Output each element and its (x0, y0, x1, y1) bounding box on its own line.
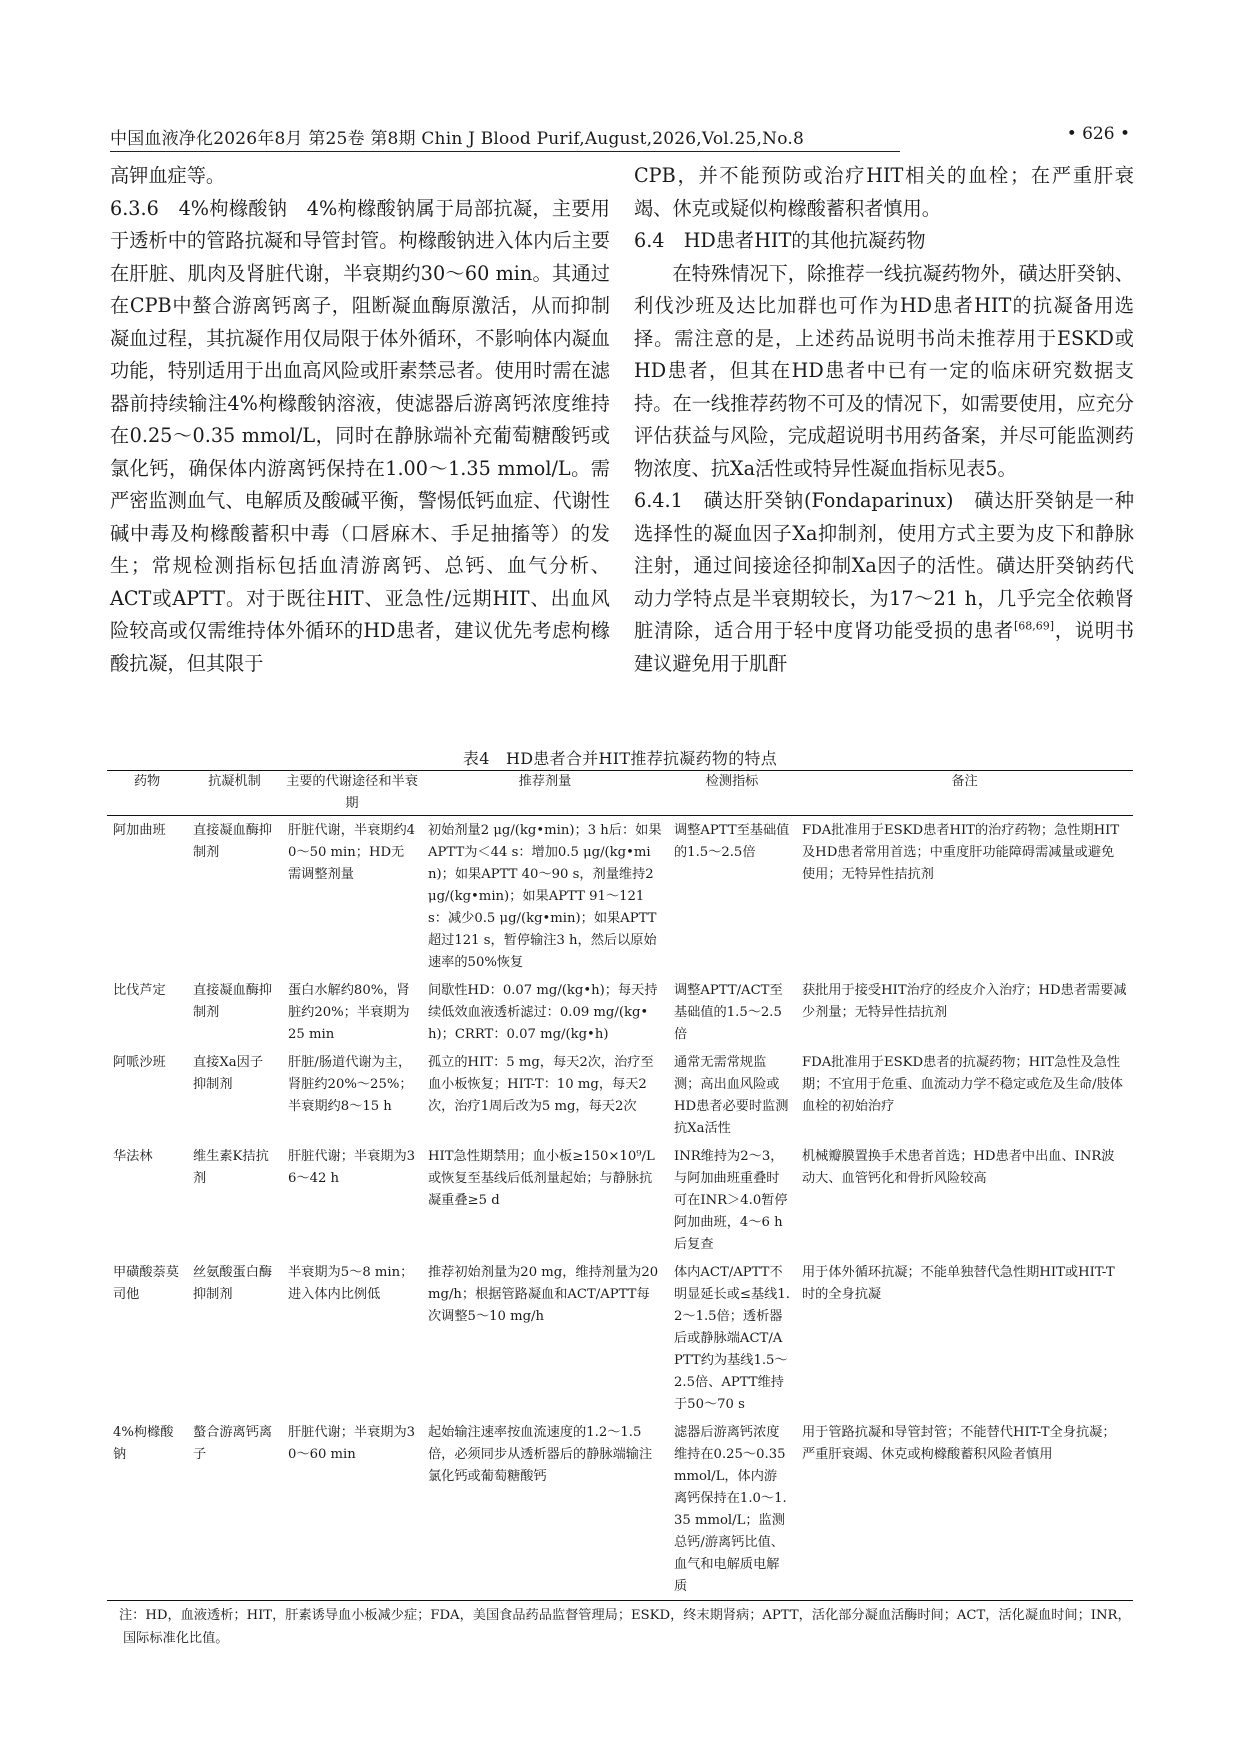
column-header: 备注 (951, 774, 978, 789)
column-header: 主要的代谢途径和半衰期 (286, 774, 418, 811)
table-cell: 维生素K拮抗剂 (193, 1149, 269, 1186)
table-row (107, 1418, 1133, 1601)
table-cell: 丝氨酸蛋白酶抑制剂 (193, 1265, 273, 1302)
table-cell: 起始输注速率按血流速度的1.2～1.5倍，必须同步从透析器后的静脉端输注氯化钙或葡萄糖酸钙 (428, 1425, 653, 1484)
paragraph (110, 193, 610, 681)
right-column (634, 160, 1134, 680)
drug-table (107, 770, 1133, 1601)
column-header: 药物 (133, 774, 161, 789)
table-cell: 直接凝血酶抑制剂 (193, 983, 273, 1020)
table-cell: 甲磺酸萘莫司他 (113, 1265, 179, 1302)
paragraph-text: 4%枸橼酸钠属于局部抗凝，主要用于透析中的管路抗凝和导管封管。枸橼酸钠进入体内后主要在肝脏、肌肉及肾脏代谢，半衰期约30～60 min。其通过在CPB中螯合游离钙离子，阻断凝血酶原激活，从而抑制凝血过程，其抗凝作用仅局限于体外循环，不影响体内凝血功能，特别适用于出血高风险或肝素禁忌者。使用时需在滤器前持续输注4%枸橼酸钠溶液，使滤器后游离钙浓度维持在0.25～0.35 mmol/L，同时在静脉端补充葡萄糖酸钙或氯化钙，确保体内游离钙保持在1.00～1.35 mmol/L。需严密监测血气、电解质及酸碱平衡，警惕低钙血症、代谢性碱中毒及枸橼酸蓄积中毒（口唇麻木、手足抽搐等）的发生；常规检测指标包括血清游离钙、总钙、血气分析、ACT或APTT。对于既往HIT、亚急性/远期HIT、出血风险较高或仅需维持体外循环的HD患者，建议优先考虑枸橼酸抗凝，但其限于 (110, 196, 610, 675)
table-cell: 获批用于接受HIT治疗的经皮介入治疗；HD患者需要减少剂量；无特异性拮抗剂 (802, 983, 1127, 1020)
table-cell: FDA批准用于ESKD患者的抗凝药物；HIT急性及急性期；不宜用于危重、血流动力学不稳定或危及生命/肢体血栓的初始治疗 (802, 1055, 1123, 1114)
table-cell: 推荐初始剂量为20 mg，维持剂量为20 mg/h；根据管路凝血和ACT/APTT每次调整5～10 mg/h (428, 1265, 659, 1324)
table-cell: 比伐芦定 (113, 983, 166, 998)
table-cell: 阿加曲班 (113, 823, 166, 838)
column-header: 抗凝机制 (208, 774, 261, 789)
table-cell: 阿哌沙班 (113, 1055, 166, 1070)
table-cell: 体内ACT/APTT不明显延长或≤基线1.2～1.5倍；透析器后或静脉端ACT/APTT约为基线1.5～2.5倍、APTT维持于50～70 s (674, 1265, 790, 1412)
table-cell: 滤器后游离钙浓度维持在0.25～0.35 mmol/L，体内游离钙保持在1.0～1.35 mmol/L；监测总钙/游离钙比值、血气和电解质电解质 (674, 1425, 787, 1594)
table-cell: 机械瓣膜置换手术患者首选；HD患者中出血、INR波动大、血管钙化和骨折风险较高 (802, 1149, 1115, 1186)
table-cell: 肝脏代谢；半衰期为30～60 min (288, 1425, 416, 1462)
paragraph-text: ，说明书建议避免用于肌酐 (634, 619, 1135, 675)
running-header (110, 124, 1130, 150)
table-title: 表4 HD患者合并HIT推荐抗凝药物的特点 (462, 749, 778, 768)
table-cell: 孤立的HIT：5 mg，每天2次，治疗至血小板恢复；HIT-T：10 mg，每天2次，治疗1周后改为5 mg，每天2次 (428, 1055, 654, 1114)
table-row (107, 1142, 1133, 1258)
paragraph: CPB，并不能预防或治疗HIT相关的血栓；在严重肝衰竭、休克或疑似枸橼酸蓄积者慎用。 (634, 164, 1134, 220)
section-heading: 6.3.6 4%枸橼酸钠 (110, 196, 288, 220)
table-cell: 初始剂量2 μg/(kg•min)；3 h后：如果APTT为＜44 s：增加0.5 μg/(kg•min)；如果APTT 40～90 s，剂量维持2 μg/(kg•min)；如果APTT 91～121 s：减少0.5 μg/(kg•min)；如果APTT超过121 s，暂停输注3 h，然后以原始速率的50%恢复 (428, 823, 662, 970)
section-heading: 6.4 HD患者HIT的其他抗凝药物 (634, 229, 926, 252)
section-heading: 6.4.1 磺达肝癸钠(Fondaparinux) (634, 489, 954, 512)
table-cell: 肝脏/肠道代谢为主，肾脏约20%～25%；半衰期约8～15 h (288, 1055, 413, 1114)
table-cell: 蛋白水解约80%，肾脏约20%；半衰期为25 min (288, 983, 410, 1042)
table-cell: 肝脏代谢，半衰期约40～50 min；HD无需调整剂量 (288, 823, 416, 882)
table-cell: 调整APTT/ACT至基础值的1.5～2.5倍 (674, 983, 783, 1042)
table-cell: 肝脏代谢；半衰期为36～42 h (288, 1149, 416, 1186)
left-column (110, 160, 610, 680)
page-number: • 626 • (1066, 124, 1130, 144)
table-header-row (107, 771, 1133, 816)
table-cell: 华法林 (113, 1149, 153, 1164)
citation: [68,69] (1013, 619, 1055, 633)
paragraph (634, 485, 1134, 680)
table-cell: INR维持为2～3，与阿加曲班重叠时可在INR＞4.0暂停阿加曲班，4～6 h后复查 (674, 1149, 788, 1252)
table-cell: 间歇性HD：0.07 mg/(kg•h)；每天持续低效血液透析滤过：0.09 mg/(kg•h)；CRRT：0.07 mg/(kg•h) (428, 983, 658, 1042)
paragraph-text: 磺达肝癸钠是一种选择性的凝血因子Xa抑制剂，使用方式主要为皮下和静脉注射，通过间接途径抑制Xa因子的活性。磺达肝癸钠药代动力学特点是半衰期较长，为17～21 h，几乎完全依赖肾脏清除，适合用于轻中度肾功能受损的患者 (634, 489, 1135, 642)
header-rule (110, 151, 900, 152)
table-row (107, 1048, 1133, 1142)
table-cell: 用于体外循环抗凝；不能单独替代急性期HIT或HIT-T时的全身抗凝 (802, 1265, 1115, 1302)
table-cell: FDA批准用于ESKD患者HIT的治疗药物；急性期HIT及HD患者常用首选；中重度肝功能障碍需减量或避免使用；无特异性拮抗剂 (802, 823, 1120, 882)
table-row (107, 976, 1133, 1048)
table-row (107, 816, 1133, 977)
drug-table-section (107, 748, 1133, 1650)
table-cell: 调整APTT至基础值的1.5～2.5倍 (674, 823, 790, 860)
table-cell: 4%枸橼酸钠 (113, 1425, 174, 1462)
paragraph: 高钾血症等。 (110, 164, 226, 187)
table-cell: HIT急性期禁用；血小板≥150×10⁹/L或恢复至基线后低剂量起始；与静脉抗凝重叠≥5 d (428, 1149, 655, 1208)
table-cell: 用于管路抗凝和导管封管；不能替代HIT-T全身抗凝；严重肝衰竭、休克或枸橼酸蓄积风险者慎用 (802, 1425, 1116, 1462)
column-header: 检测指标 (705, 774, 759, 789)
table-cell: 通常无需常规监测；高出血风险或HD患者必要时监测抗Xa活性 (674, 1055, 789, 1136)
table-note: 注：HD，血液透析；HIT，肝素诱导血小板减少症；FDA，美国食品药品监督管理局；ESKD，终末期肾病；APTT，活化部分凝血活酶时间；ACT，活化凝血时间；INR，国际标准化比值。 (119, 1608, 1131, 1646)
table-cell: 直接Xa因子抑制剂 (193, 1055, 264, 1092)
column-header: 推荐剂量 (518, 774, 572, 789)
table-cell: 直接凝血酶抑制剂 (193, 823, 273, 860)
table-row (107, 1258, 1133, 1418)
table-cell: 螯合游离钙离子 (193, 1425, 273, 1462)
journal-citation: 中国血液净化2026年8月 第25卷 第8期 Chin J Blood Purif,August,2026,Vol.25,No.8 (110, 129, 804, 149)
paragraph: 在特殊情况下，除推荐一线抗凝药物外，磺达肝癸钠、利伐沙班及达比加群也可作为HD患者HIT的抗凝备用选择。需注意的是，上述药品说明书尚未推荐用于ESKD或HD患者，但其在HD患者中已有一定的临床研究数据支持。在一线推荐药物不可及的情况下，如需要使用，应充分评估获益与风险，完成超说明书用药备案，并尽可能监测药物浓度、抗Xa活性或特异性凝血指标见表5。 (634, 261, 1134, 480)
table-cell: 半衰期为5～8 min；进入体内比例低 (288, 1265, 414, 1302)
